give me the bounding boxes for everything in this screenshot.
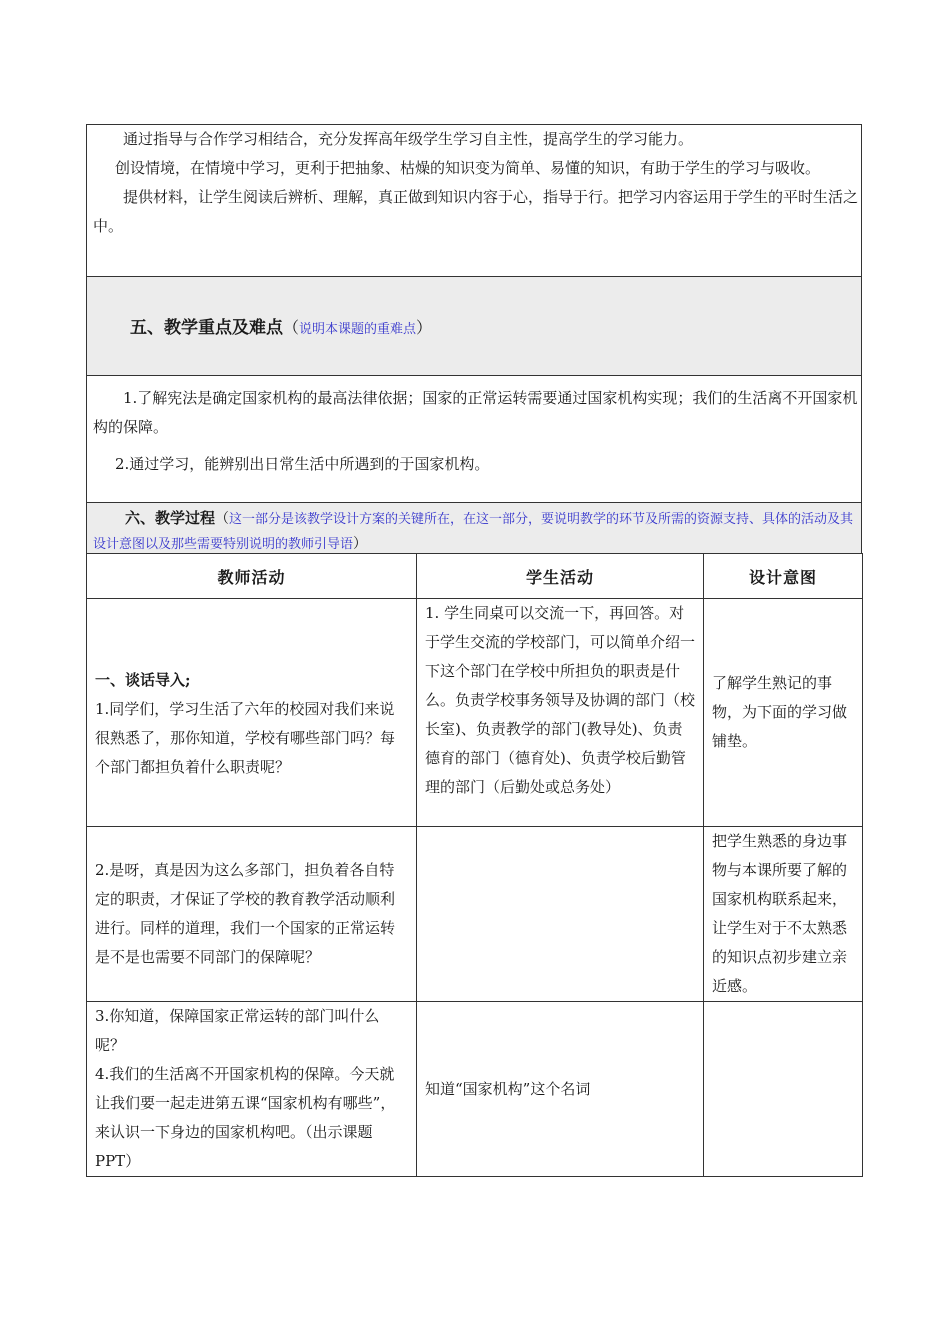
student-activity-cell [417,599,704,827]
table-row [87,599,863,827]
column-header: 学生活动 [417,554,704,599]
student-activity-text: 1. 学生同桌可以交流一下，再回答。对于学生交流的学校部门，可以简单介绍一下这个部门在学校中所担负的职责是什么。负责学校事务领导及协调的部门（校长室)、负责教学的部门(教导处)、负责德育的部门（德育处)、负责学校后勤管理的部门（后勤处或总务处） [425,604,696,796]
section5-note: 说明本课题的重难点 [299,322,417,337]
column-header: 教师活动 [87,554,417,599]
section6-title: 六、教学过程 [125,509,216,527]
teacher-activity-text: 4.我们的生活离不开国家机构的保障。今天就让我们要一起走进第五课“国家机构有哪些”，来认识一下身边的国家机构吧。（出示课题 PPT） [95,1065,396,1170]
teacher-activity-cell [87,1002,417,1177]
method-paragraph: 创设情境，在情境中学习，更利于把抽象、枯燥的知识变为简单、易懂的知识，有助于学生的学习与吸收。 [115,159,821,177]
key-point: 1.了解宪法是确定国家机构的最高法律依据；国家的正常运转需要通过国家机构实现；我们的生活离不开国家机构的保障。 [93,389,858,436]
design-intent-cell [704,599,863,827]
step-heading: 一、谈话导入; [95,670,191,689]
teacher-activity-cell [87,827,417,1002]
column-header: 设计意图 [704,554,863,599]
design-intent-text: 了解学生熟记的事物，为下面的学习做铺垫。 [712,674,848,750]
teacher-activity-text: 2.是呀，真是因为这么多部门，担负着各自特定的职责，才保证了学校的教育教学活动顺利进行。同样的道理，我们一个国家的正常运转是不是也需要不同部门的保障呢？ [95,861,396,966]
section5-header: 五、教学重点及难点（说明本课题的重难点） [86,276,862,375]
table-row [87,1002,863,1177]
teacher-activity-text: 3.你知道，保障国家正常运转的部门叫什么呢？ [95,1007,380,1054]
section5-title: 五、教学重点及难点 [130,318,283,338]
design-intent-cell [704,1002,863,1177]
student-activity-cell [417,1002,704,1177]
design-intent-text: 把学生熟悉的身边事物与本课所要了解的国家机构联系起来，让学生对于不太熟悉的知识点初步建立亲近感。 [712,832,848,995]
section6-header: 六、教学过程（这一部分是该教学设计方案的关键所在，在这一部分，要说明教学的环节及所需的资源支持、具体的活动及其设计意图以及那些需要特别说明的教师引导语） [86,502,862,553]
teacher-activity-text: 1.同学们，学习生活了六年的校园对我们来说很熟悉了，那你知道，学校有哪些部门吗？每个部门都担负着什么职责呢？ [95,699,396,776]
student-activity-text: 知道“国家机构”这个名词 [425,1079,591,1098]
design-intent-cell [704,827,863,1002]
key-point: 2.通过学习，能辨别出日常生活中所遇到的于国家机构。 [115,455,490,473]
table-row [87,827,863,1002]
key-points-box [86,375,862,502]
section6-note: 这一部分是该教学设计方案的关键所在，在这一部分，要说明教学的环节及所需的资源支持、具体的活动及其设计意图以及那些需要特别说明的教师引导语 [93,512,854,552]
teaching-process-table [86,553,863,1177]
student-activity-cell [417,827,704,1002]
method-paragraph: 提供材料，让学生阅读后辨析、理解，真正做到知识内容于心，指导于行。把学习内容运用于学生的平时生活之中。 [93,188,859,235]
teaching-methods-box [86,124,862,276]
teacher-activity-cell [87,599,417,827]
method-paragraph: 通过指导与合作学习相结合，充分发挥高年级学生学习自主性，提高学生的学习能力。 [123,130,694,148]
lesson-plan-frame [86,124,862,1177]
table-header-row [87,554,863,599]
